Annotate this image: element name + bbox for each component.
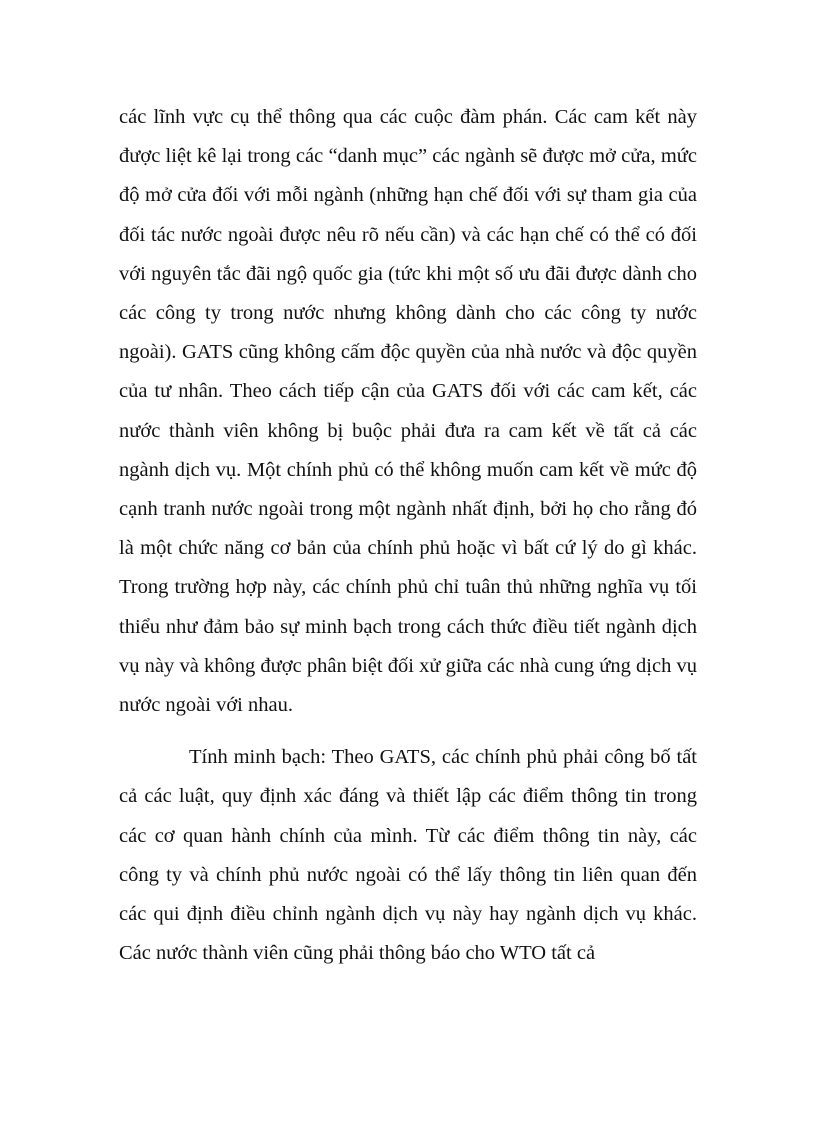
body-text [119,98,697,973]
paragraph-commitments: các lĩnh vực cụ thể thông qua các cuộc đàm phán. Các cam kết này được liệt kê lại trong các “danh mục” các ngành sẽ được mở cửa, mức độ mở cửa đối với mỗi ngành (những hạn chế đối với sự tham gia của đối tác nước ngoài được nêu rõ nếu cần) và các hạn chế có thể có đối với nguyên tắc đãi ngộ quốc gia (tức khi một số ưu đãi được dành cho các công ty trong nước nhưng không dành cho các công ty nước ngoài). GATS cũng không cấm độc quyền của nhà nước và độc quyền của tư nhân. Theo cách tiếp cận của GATS đối với các cam kết, các nước thành viên không bị buộc phải đưa ra cam kết về tất cả các ngành dịch vụ. Một chính phủ có thể không muốn cam kết về mức độ cạnh tranh nước ngoài trong một ngành nhất định, bởi họ cho rằng đó là một chức năng cơ bản của chính phủ hoặc vì bất cứ lý do gì khác. Trong trường hợp này, các chính phủ chỉ tuân thủ những nghĩa vụ tối thiểu như đảm bảo sự minh bạch trong cách thức điều tiết ngành dịch vụ này và không được phân biệt đối xử giữa các nhà cung ứng dịch vụ nước ngoài với nhau. [119,106,697,717]
paragraph-transparency: Tính minh bạch: Theo GATS, các chính phủ phải công bố tất cả các luật, quy định xác đáng và thiết lập các điểm thông tin trong các cơ quan hành chính của mình. Từ các điểm thông tin này, các công ty và chính phủ nước ngoài có thể lấy thông tin liên quan đến các qui định điều chỉnh ngành dịch vụ này hay ngành dịch vụ khác. Các nước thành viên cũng phải thông báo cho WTO tất cả [119,746,697,965]
